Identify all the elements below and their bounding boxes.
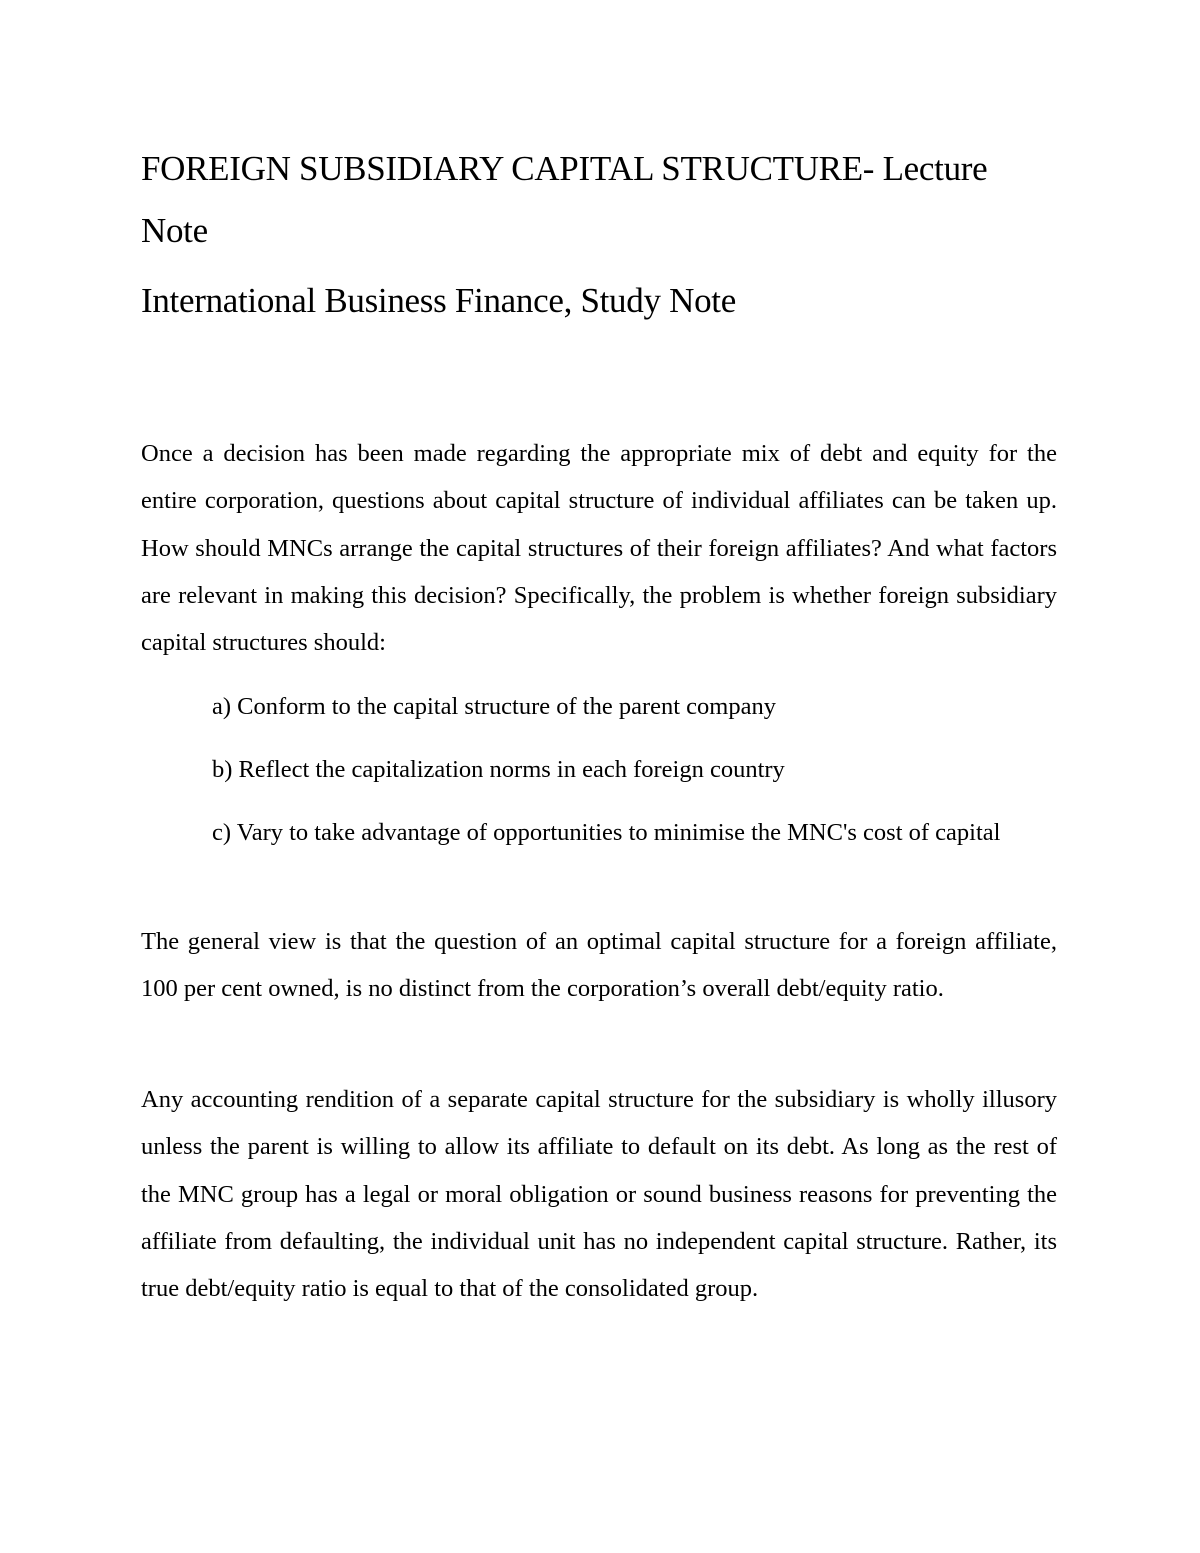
document-subtitle: International Business Finance, Study Note: [141, 281, 736, 320]
intro-paragraph: Once a decision has been made regarding the appropriate mix of debt and equity for the entire corporation, questions about capital structure of individual affiliates can be taken up. How should MNCs arrange the capital structures of their foreign affiliates? And what factors are relevant in making this decision? Specifically, the problem is whether foreign subsidiary capital structures should:: [141, 440, 1057, 657]
list-item-a: a) Conform to the capital structure of the parent company: [212, 693, 776, 720]
list-item-c: c) Vary to take advantage of opportunities to minimise the MNC's cost of capital: [212, 819, 1001, 846]
general-view-paragraph: The general view is that the question of an optimal capital structure for a foreign affiliate, 100 per cent owned, is no distinct from the corporation’s overall debt/equity ratio.: [141, 928, 1057, 1003]
document-title: FOREIGN SUBSIDIARY CAPITAL STRUCTURE- Lecture Note: [141, 149, 988, 250]
accounting-paragraph: Any accounting rendition of a separate capital structure for the subsidiary is wholly illusory unless the parent is willing to allow its affiliate to default on its debt. As long as the rest of the MNC group has a legal or moral obligation or sound business reasons for preventing the affiliate from defaulting, the individual unit has no independent capital structure. Rather, its true debt/equity ratio is equal to that of the consolidated group.: [141, 1086, 1057, 1303]
list-item-b: b) Reflect the capitalization norms in each foreign country: [212, 756, 785, 783]
